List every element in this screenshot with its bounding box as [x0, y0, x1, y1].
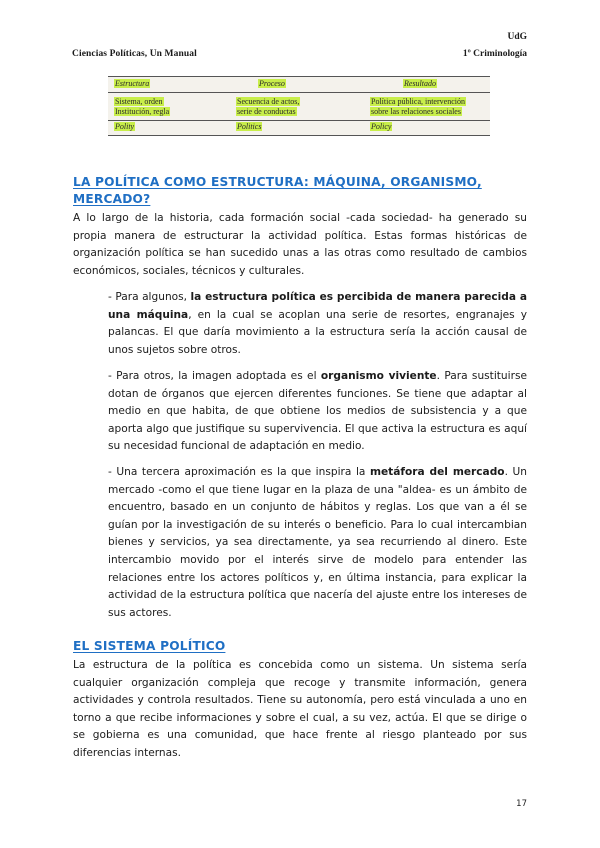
scanned-table — [108, 76, 490, 136]
item-text: - Para algunos, — [108, 291, 191, 303]
intro-paragraph: A lo largo de la historia, cada formación social -cada sociedad- ha generado su propia manera de estructurar la actividad política. Estas formas históricas de organización política se han sucedido unas a las otras como resultado de cambios económicos, sociales, técnicos y culturales. — [73, 212, 527, 277]
table-body-row — [108, 97, 490, 119]
header-degree: 1º Criminología — [462, 49, 527, 59]
table-header-row — [108, 79, 490, 91]
table-cell — [370, 97, 466, 116]
table-cell — [114, 97, 170, 116]
item-bold: organismo viviente — [320, 370, 437, 382]
table-footer-cell: Polity — [115, 122, 135, 131]
table-header-cell: Proceso — [259, 79, 285, 88]
item-text: . Un mercado -como el que tiene lugar en la plaza de una "aldea- es un ámbito de encuentro, basado en un conjunto de hábitos y reglas. Los que van a él se guían por la investigación de su interés o beneficio. Para lo cual intercambian bienes y servicios, ya sea directamente, ya sea recurriendo al dinero. Este intercambio movido por el interés sirve de modelo para entender las relaciones entre los actores políticos y, en última instancia, para explicar la actividad de la estructura política que nacería del ajuste entre los intereses de sus actores. — [108, 466, 527, 619]
table-cell-text: sobre las relaciones sociales — [371, 106, 461, 116]
table-rule-body — [108, 120, 490, 121]
table-footer-cell: Policy — [371, 122, 392, 131]
header-university: UdG — [507, 32, 527, 42]
table-cell-text: Institución, regla — [115, 106, 170, 116]
table-cell-text: Secuencia de actos, — [237, 97, 300, 106]
table-rule-header — [108, 92, 490, 93]
table-footer-cell: Politics — [237, 122, 262, 131]
page-number: 17 — [516, 799, 527, 809]
section-title-estructura — [73, 174, 482, 208]
table-cell-text: Sistema, orden — [115, 97, 163, 106]
table-rule-top — [108, 76, 490, 77]
table-rule-bottom — [108, 135, 490, 136]
header-book-title: Ciencias Políticas, Un Manual — [72, 49, 197, 59]
page-header — [0, 0, 600, 70]
table-header-cell: Resultado — [404, 79, 436, 88]
item-text: , en la cual se acoplan una serie de resortes, engranajes y palancas. El que daría movimiento a la estructura sería la acción causal de unos sujetos sobre otros. — [108, 308, 527, 356]
table-cell — [236, 97, 300, 116]
item-organism — [108, 368, 527, 456]
table-cell-text: Política pública, intervención — [371, 97, 465, 106]
item-text: - Para otros, la imagen adoptada es el — [108, 370, 321, 382]
section-title-sistema: EL SISTEMA POLÍTICO — [73, 639, 226, 653]
item-text: . Para sustituirse dotan de órganos que ejercen diferentes funciones. Se tiene que adaptar al medio en que habita, de que obtiene los medios de subsistencia y a que aporta algo que justifique su supervivencia. El que activa la estructura es aquí su necesidad funcional de adaptación en medio. — [108, 370, 527, 453]
item-bold: metáfora del mercado — [369, 466, 505, 478]
item-machine — [108, 289, 527, 359]
table-footer-row — [108, 122, 490, 134]
section-title-line: LA POLÍTICA COMO ESTRUCTURA: MÁQUINA, ORGANISMO, — [73, 175, 482, 189]
item-bold: la estructura política es percibida de manera parecida a una máquina — [108, 291, 527, 321]
section-title-line: MERCADO? — [73, 192, 151, 206]
sistema-paragraph: La estructura de la política es concebida como un sistema. Un sistema sería cualquier organización compleja que recoge y transmite información, genera actividades y controla resultados. Tiene su autonomía, pero está vinculada a uno en torno a que recibe informaciones y sobre el cual, a su vez, actúa. El que se dirige o se gobierna es una comunidad, que hace frente al riesgo planteado por sus diferencias internas. — [73, 659, 527, 759]
item-market — [108, 464, 527, 622]
item-text: - Una tercera aproximación es la que inspira la — [108, 466, 370, 478]
table-header-cell: Estructura — [115, 79, 150, 88]
table-cell-text: serie de conductas — [237, 106, 296, 116]
